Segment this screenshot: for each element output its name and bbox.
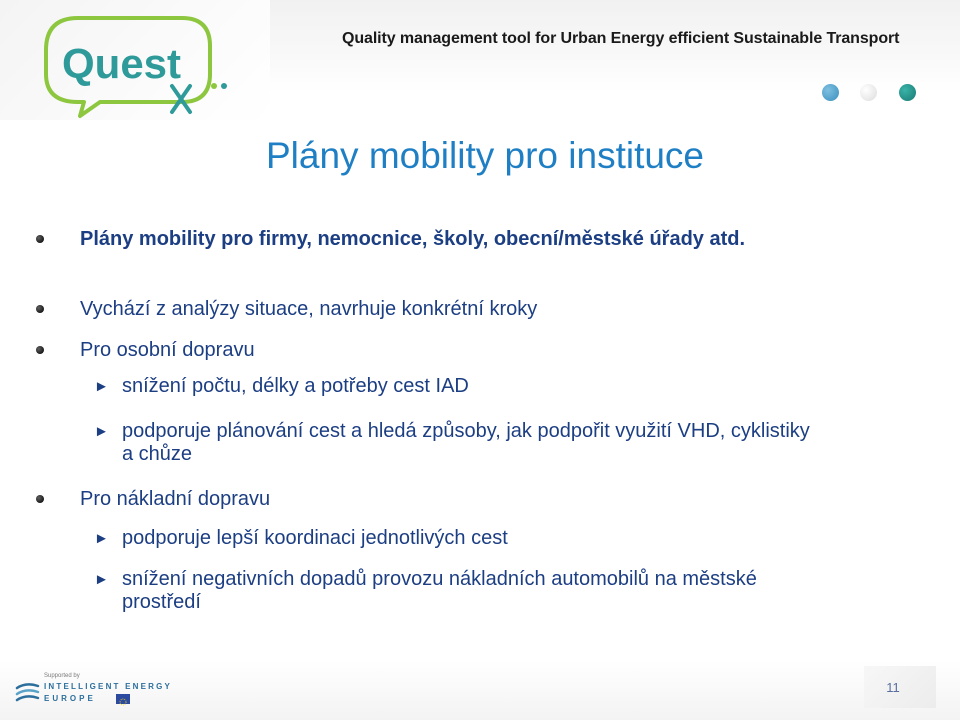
bullet-item — [80, 486, 820, 512]
logo-text: Quest — [62, 40, 182, 87]
sub-bullet-item — [94, 527, 842, 550]
bullet-text: Pro osobní dopravu — [80, 339, 255, 361]
slide-title: Plány mobility pro instituce — [265, 135, 705, 176]
bullet-dot-icon — [36, 305, 44, 313]
program-name-line1: INTELLIGENT ENERGY — [44, 682, 173, 691]
bullet-dot-icon — [36, 346, 44, 354]
bullet-dot-icon — [36, 495, 44, 503]
eu-flag-icon — [116, 694, 130, 704]
bullet-text: Vychází z analýzy situace, navrhuje konkrétní kroky — [80, 298, 538, 320]
sub-bullet-item — [94, 420, 812, 466]
program-name-line2: EUROPE — [44, 694, 96, 703]
sub-bullet-item — [94, 375, 842, 398]
sub-bullet-text: podporuje plánování cest a hledá způsoby, jak podpořit využití VHD, cyklistiky a chůze — [122, 420, 810, 465]
sub-bullet-text: snížení počtu, délky a potřeby cest IAD — [122, 375, 469, 397]
sub-bullet-text: snížení negativních dopadů provozu nákladních automobilů na městské prostředí — [122, 568, 757, 613]
triangle-right-icon: ► — [94, 423, 109, 440]
bullet-item — [80, 296, 820, 322]
supported-by-label: Supported by — [44, 673, 80, 679]
header-tagline: Quality management tool for Urban Energy efficient Sustainable Transport — [342, 30, 900, 47]
triangle-right-icon: ► — [94, 378, 109, 395]
triangle-right-icon: ► — [94, 530, 109, 547]
bullet-item — [80, 337, 820, 363]
intelligent-energy-logo-icon — [14, 678, 42, 706]
bullet-item — [80, 226, 820, 252]
sub-bullet-text: podporuje lepší koordinaci jednotlivých cest — [122, 527, 508, 549]
bullet-dot-icon — [36, 235, 44, 243]
bullet-text: Pro nákladní dopravu — [80, 488, 271, 510]
page-number: 11 — [886, 680, 900, 695]
sub-bullet-item — [94, 568, 822, 614]
bullet-text: Plány mobility pro firmy, nemocnice, školy, obecní/městské úřady atd. — [80, 228, 746, 250]
triangle-right-icon: ► — [94, 571, 109, 588]
